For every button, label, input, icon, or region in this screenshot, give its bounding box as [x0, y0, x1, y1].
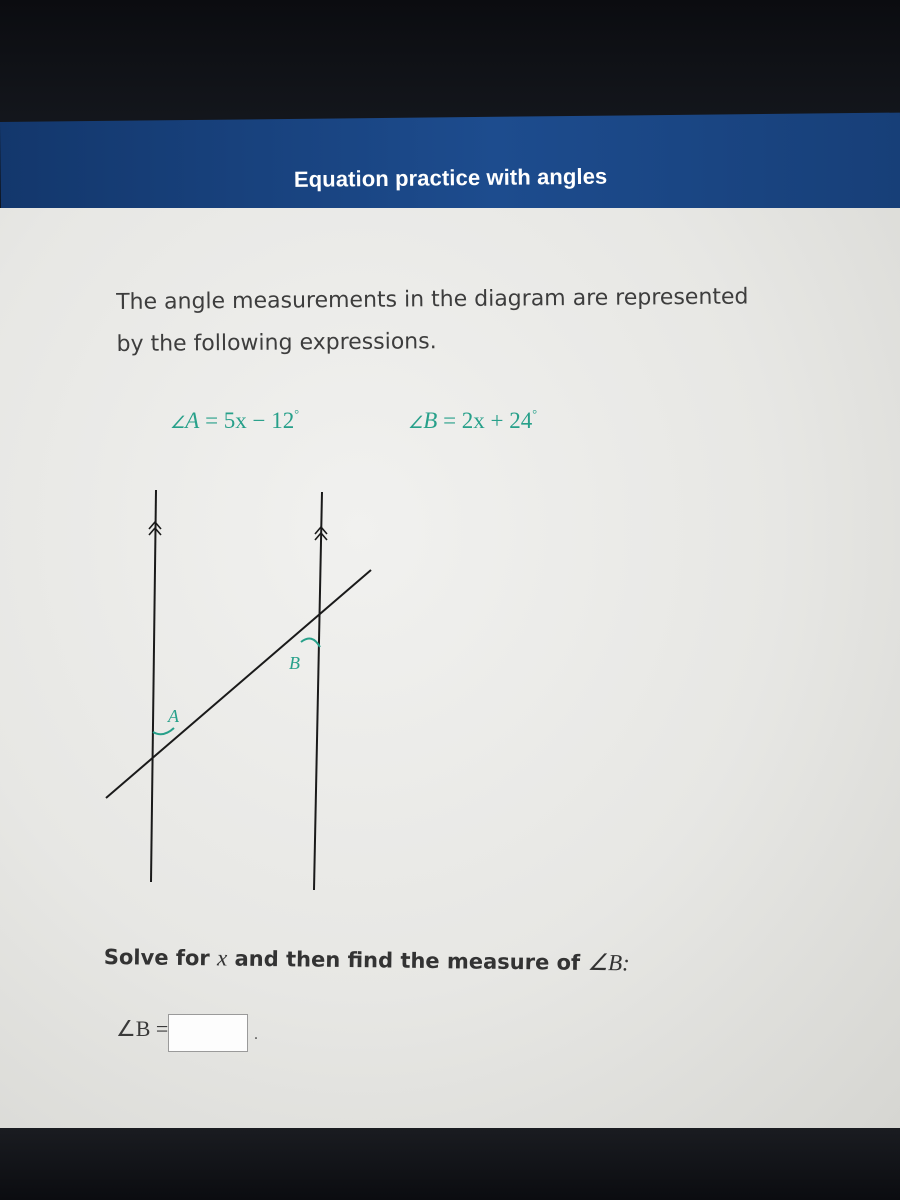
intro-line-1: The angle measurements in the diagram are represented — [116, 284, 749, 315]
header-bar — [0, 113, 900, 220]
expression-b-rhs: = 2x + 24 — [437, 408, 533, 433]
angle-var-a: A — [185, 408, 200, 433]
intro-line-2: by the following expressions. — [116, 329, 437, 357]
degree-symbol: ° — [294, 407, 300, 421]
degree-symbol: ° — [532, 407, 538, 421]
question-middle: and then find the measure of — [227, 946, 588, 975]
parallel-line-left — [151, 490, 156, 882]
question-prefix: Solve for — [103, 944, 218, 971]
page-title: Equation practice with angles — [293, 163, 608, 192]
angle-symbol: ∠ — [408, 413, 424, 432]
angle-label-a: A — [168, 706, 179, 726]
angle-symbol: ∠ — [170, 413, 186, 432]
angle-arc-a — [153, 728, 174, 734]
answer-input[interactable] — [168, 1014, 248, 1052]
angle-var-b: B — [423, 408, 438, 433]
transversal-line — [106, 570, 371, 798]
angle-arc-b — [301, 638, 320, 647]
expression-a-rhs: = 5x − 12 — [199, 408, 295, 433]
expression-angle-a — [170, 407, 299, 434]
question-angle-ref: ∠B: — [587, 949, 630, 976]
problem-intro — [116, 276, 837, 366]
screen-top-bezel — [0, 0, 900, 130]
screen-bottom-bezel — [0, 1128, 900, 1200]
parallel-line-right — [314, 492, 322, 890]
angle-label-b: B — [289, 653, 300, 673]
question-var-x: x — [216, 945, 228, 971]
angle-diagram — [0, 470, 900, 900]
answer-suffix: . — [254, 1026, 258, 1043]
expression-angle-b — [408, 407, 537, 434]
answer-label: ∠B = — [116, 1016, 169, 1041]
